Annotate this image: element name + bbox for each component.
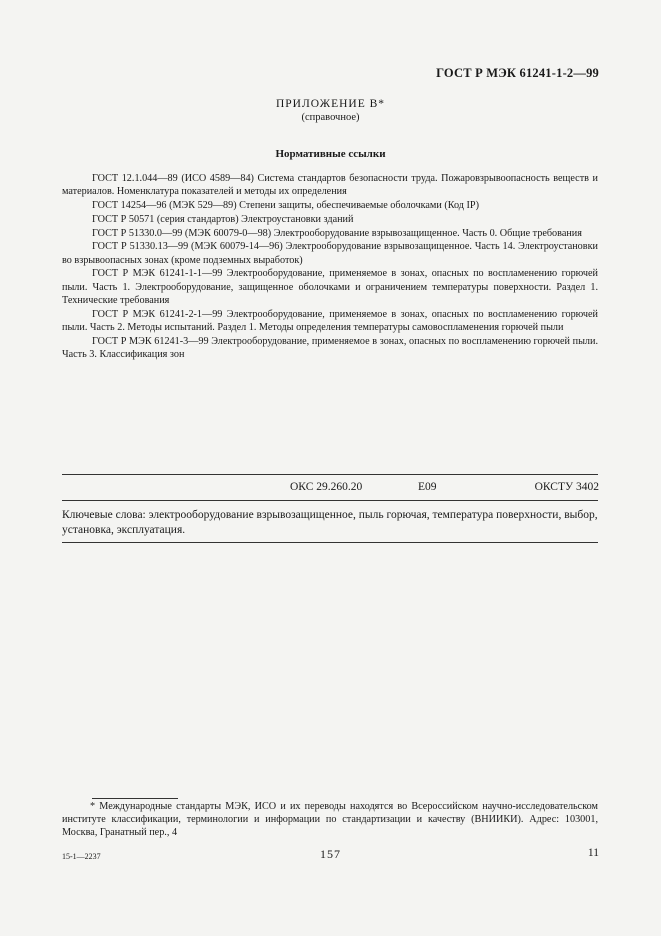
reference-item: ГОСТ 14254—96 (МЭК 529—89) Степени защиты, обеспечиваемые оболочками (Код IP) — [92, 200, 479, 211]
footnote: * Международные стандарты МЭК, ИСО и их переводы находятся во Всероссийском научно-исследовательском институте классификации, терминологии и информации по стандартизации и качеству (ВНИИКИ). Адрес: 103001, Москва, Гранатный пер., 4 — [62, 801, 598, 839]
page-number: 11 — [587, 847, 599, 859]
category-code: Е09 — [418, 481, 437, 493]
appendix-title: ПРИЛОЖЕНИЕ В* — [275, 98, 386, 110]
divider-bottom — [62, 542, 598, 543]
document-code: ГОСТ Р МЭК 61241-1-2—99 — [436, 66, 599, 80]
divider-middle — [62, 500, 598, 501]
reference-item: ГОСТ Р МЭК 61241-2-1—99 Электрооборудование, применяемое в зонах, опасных по воспламенению горючей пыли. Часть 2. Методы испытаний. Раздел 1. Методы определения температуры самовоспламенения горючей пыли — [62, 308, 598, 333]
section-title: Нормативные ссылки — [275, 148, 386, 160]
references-list — [62, 172, 598, 362]
sheet-number: 157 — [320, 847, 341, 861]
reference-item: ГОСТ Р МЭК 61241-1-1—99 Электрооборудование, применяемое в зонах, опасных по воспламенению горючей пыли. Часть 1. Электрооборудование, защищенное оболочками и ограничением температуры поверхности. Раздел 1. Технические требования — [62, 268, 598, 306]
reference-item: ГОСТ Р 51330.13—99 (МЭК 60079-14—96) Электрооборудование взрывозащищенное. Часть 14. Электроустановки во взрывоопасных зонах (кроме подземных выработок) — [62, 241, 598, 266]
divider-top — [62, 474, 598, 475]
oks-code: ОКС 29.260.20 — [290, 481, 363, 493]
keywords: Ключевые слова: электрооборудование взрывозащищенное, пыль горючая, температура поверхности, выбор, установка, эксплуатация. — [62, 509, 598, 536]
footnote-rule — [92, 798, 178, 799]
print-mark: 15-1—2237 — [62, 852, 101, 861]
appendix-note: (справочное) — [301, 112, 360, 123]
reference-item: ГОСТ Р МЭК 61241-3—99 Электрооборудование, применяемое в зонах, опасных по воспламенению горючей пыли. Часть 3. Классификация зон — [62, 335, 598, 360]
reference-item: ГОСТ Р 51330.0—99 (МЭК 60079-0—98) Электрооборудование взрывозащищенное. Часть 0. Общие требования — [92, 227, 582, 239]
reference-item: ГОСТ Р 50571 (серия стандартов) Электроустановки зданий — [92, 213, 354, 225]
reference-item: ГОСТ 12.1.044—89 (ИСО 4589—84) Система стандартов безопасности труда. Пожаровзрывоопасность веществ и материалов. Номенклатура показателей и методы их определения — [62, 173, 598, 198]
okstu-code: ОКСТУ 3402 — [534, 481, 599, 493]
